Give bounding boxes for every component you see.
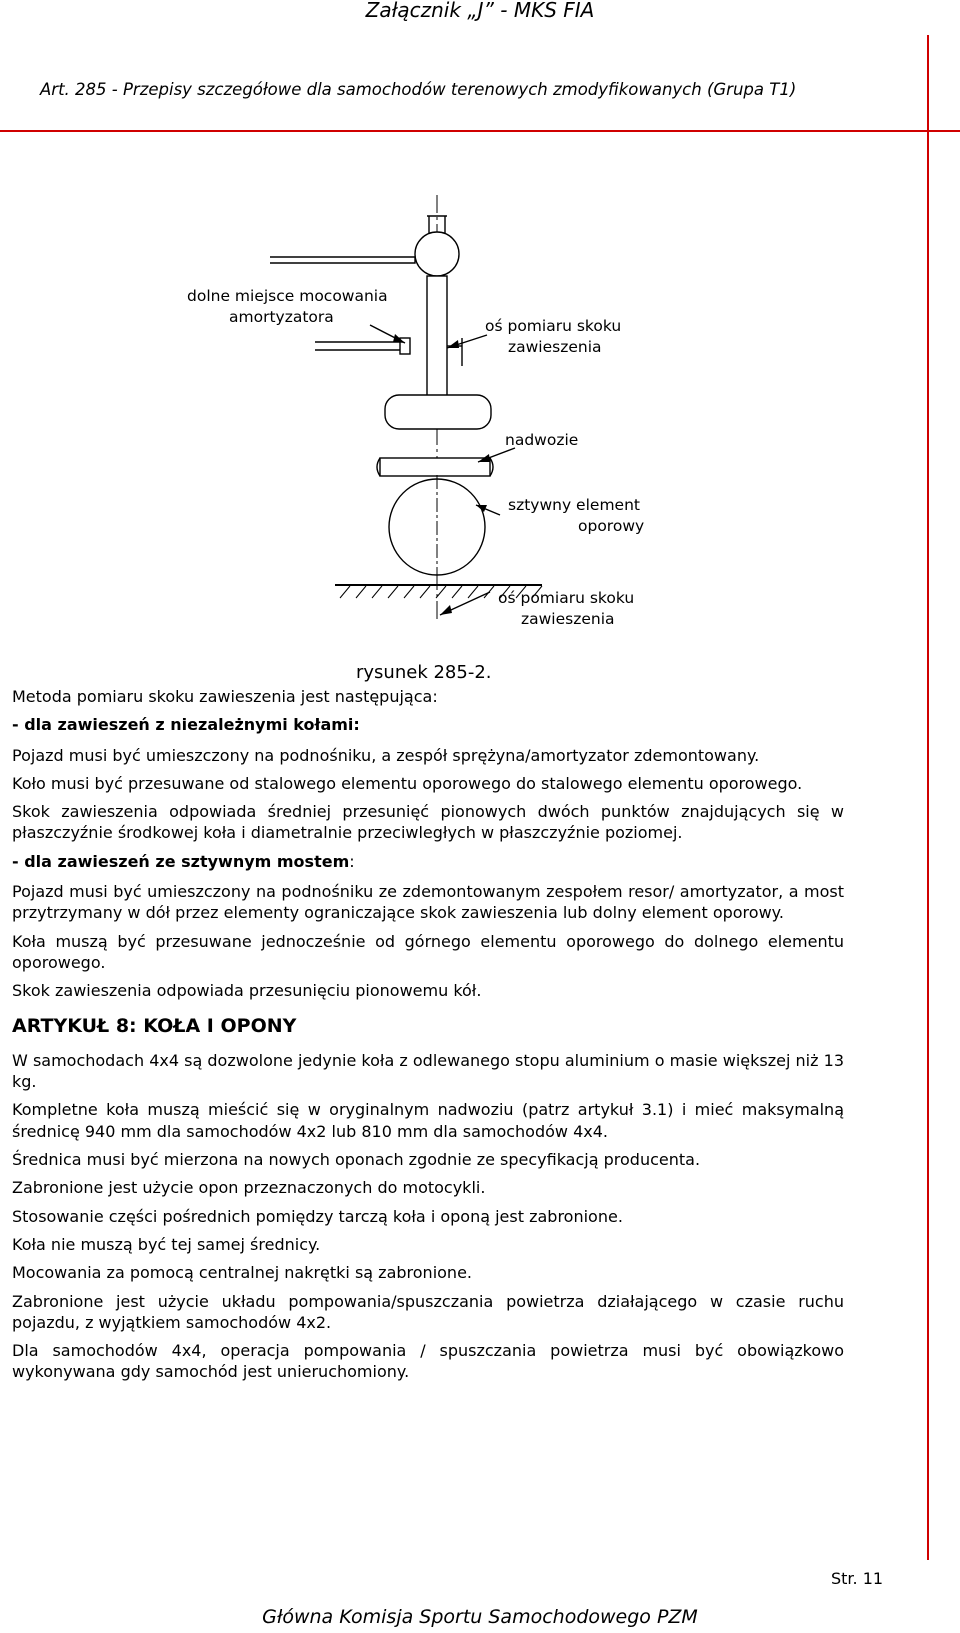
article-header: Art. 285 - Przepisy szczegółowe dla samochodów terenowych zmodyfikowanych (Grupa T1) [40, 80, 797, 99]
subheading-rigid-axle-colon: : [349, 851, 355, 871]
upper-arm [270, 257, 415, 263]
label-axis-bottom-1: oś pomiaru skoku [498, 589, 635, 607]
page-number: Str. 11 [831, 1569, 884, 1588]
paragraph: Koła muszą być przesuwane jednocześnie od górnego elementu oporowego do dolnego elementu oporowego. [12, 931, 844, 972]
label-body: nadwozie [505, 431, 579, 449]
paragraph: Mocowania za pomocą centralnej nakrętki są zabronione. [12, 1263, 472, 1283]
strut [427, 276, 447, 396]
label-axis-bottom-2: zawieszenia [521, 610, 615, 628]
paragraph: Skok zawieszenia odpowiada przesunięciu pionowemu kół. [12, 981, 482, 1001]
paragraph: Średnica musi być mierzona na nowych oponach zgodnie ze specyfikacją producenta. [12, 1150, 701, 1170]
paragraph: Zabronione jest użycie układu pompowania/spuszczania powietrza działającego w czasie ruchu pojazdu, z wyjątkiem samochodów 4x2. [12, 1291, 844, 1332]
paragraph: Stosowanie części pośrednich pomiędzy tarczą koła i oponą jest zabronione. [12, 1206, 623, 1226]
annex-title: Załącznik „J” - MKS FIA [365, 0, 595, 22]
paragraph: Pojazd musi być umieszczony na podnośniku, a zespół sprężyna/amortyzator zdemontowany. [12, 745, 760, 765]
document-body [12, 686, 844, 1390]
label-rigid-2: oporowy [578, 517, 645, 535]
suspension-diagram [0, 190, 960, 660]
subheading-rigid-axle-bold: - dla zawieszeń ze sztywnym mostem [12, 851, 350, 871]
paragraph: W samochodach 4x4 są dozwolone jedynie koła z odlewanego stopu aluminium o masie większej niż 13 kg. [12, 1050, 844, 1092]
paragraph: Zabronione jest użycie opon przeznaczonych do motocykli. [12, 1178, 486, 1198]
footer-organization: Główna Komisja Sportu Samochodowego PZM [262, 1606, 698, 1628]
paragraph: Skok zawieszenia odpowiada średniej przesunięć pionowych dwóch punktów znajdujących się w płaszczyźnie środkowej koła i diametralnie przeciwległych w płaszczyźnie poziomej. [12, 802, 844, 843]
label-lower-mount-1: dolne miejsce mocowania [187, 287, 388, 305]
label-rigid-1: sztywny element [508, 496, 640, 514]
label-axis-top-2: zawieszenia [508, 338, 602, 356]
label-lower-mount-2: amortyzatora [229, 308, 334, 326]
paragraph: Dla samochodów 4x4, operacja pompowania / spuszczania powietrza musi być obowiązkowo wykonywana gdy samochód jest unieruchomiony. [12, 1341, 844, 1382]
figure-caption: rysunek 285-2. [356, 662, 492, 683]
subheading-independent: - dla zawieszeń z niezależnymi kołami: [12, 715, 360, 735]
paragraph: Kompletne koła muszą mieścić się w oryginalnym nadwoziu (patrz artykuł 3.1) i mieć maksymalną średnicę 940 mm dla samochodów 4x2 lub 810 mm dla samochodów 4x4. [12, 1100, 844, 1141]
paragraph: Koło musi być przesuwane od stalowego elementu oporowego do stalowego elementu oporowego. [12, 773, 803, 793]
paragraph: Pojazd musi być umieszczony na podnośniku ze zdemontowanym zespołem resor/ amortyzator, a most przytrzymany w dół przez elementy ograniczające skok zawieszenia lub dolny element oporowy. [12, 882, 844, 923]
subheading-rigid-axle [12, 851, 844, 872]
body-plate [380, 458, 490, 476]
article-heading: ARTYKUŁ 8: KOŁA I OPONY [12, 1014, 297, 1037]
upper-stop [385, 395, 491, 429]
intro-text: Metoda pomiaru skoku zawieszenia jest następująca: [12, 687, 438, 706]
ball-joint [415, 232, 459, 276]
shock-mount-bracket [315, 342, 405, 350]
paragraph: Koła nie muszą być tej samej średnicy. [12, 1234, 321, 1254]
label-axis-top-1: oś pomiaru skoku [485, 317, 622, 335]
header-rule [0, 130, 960, 132]
